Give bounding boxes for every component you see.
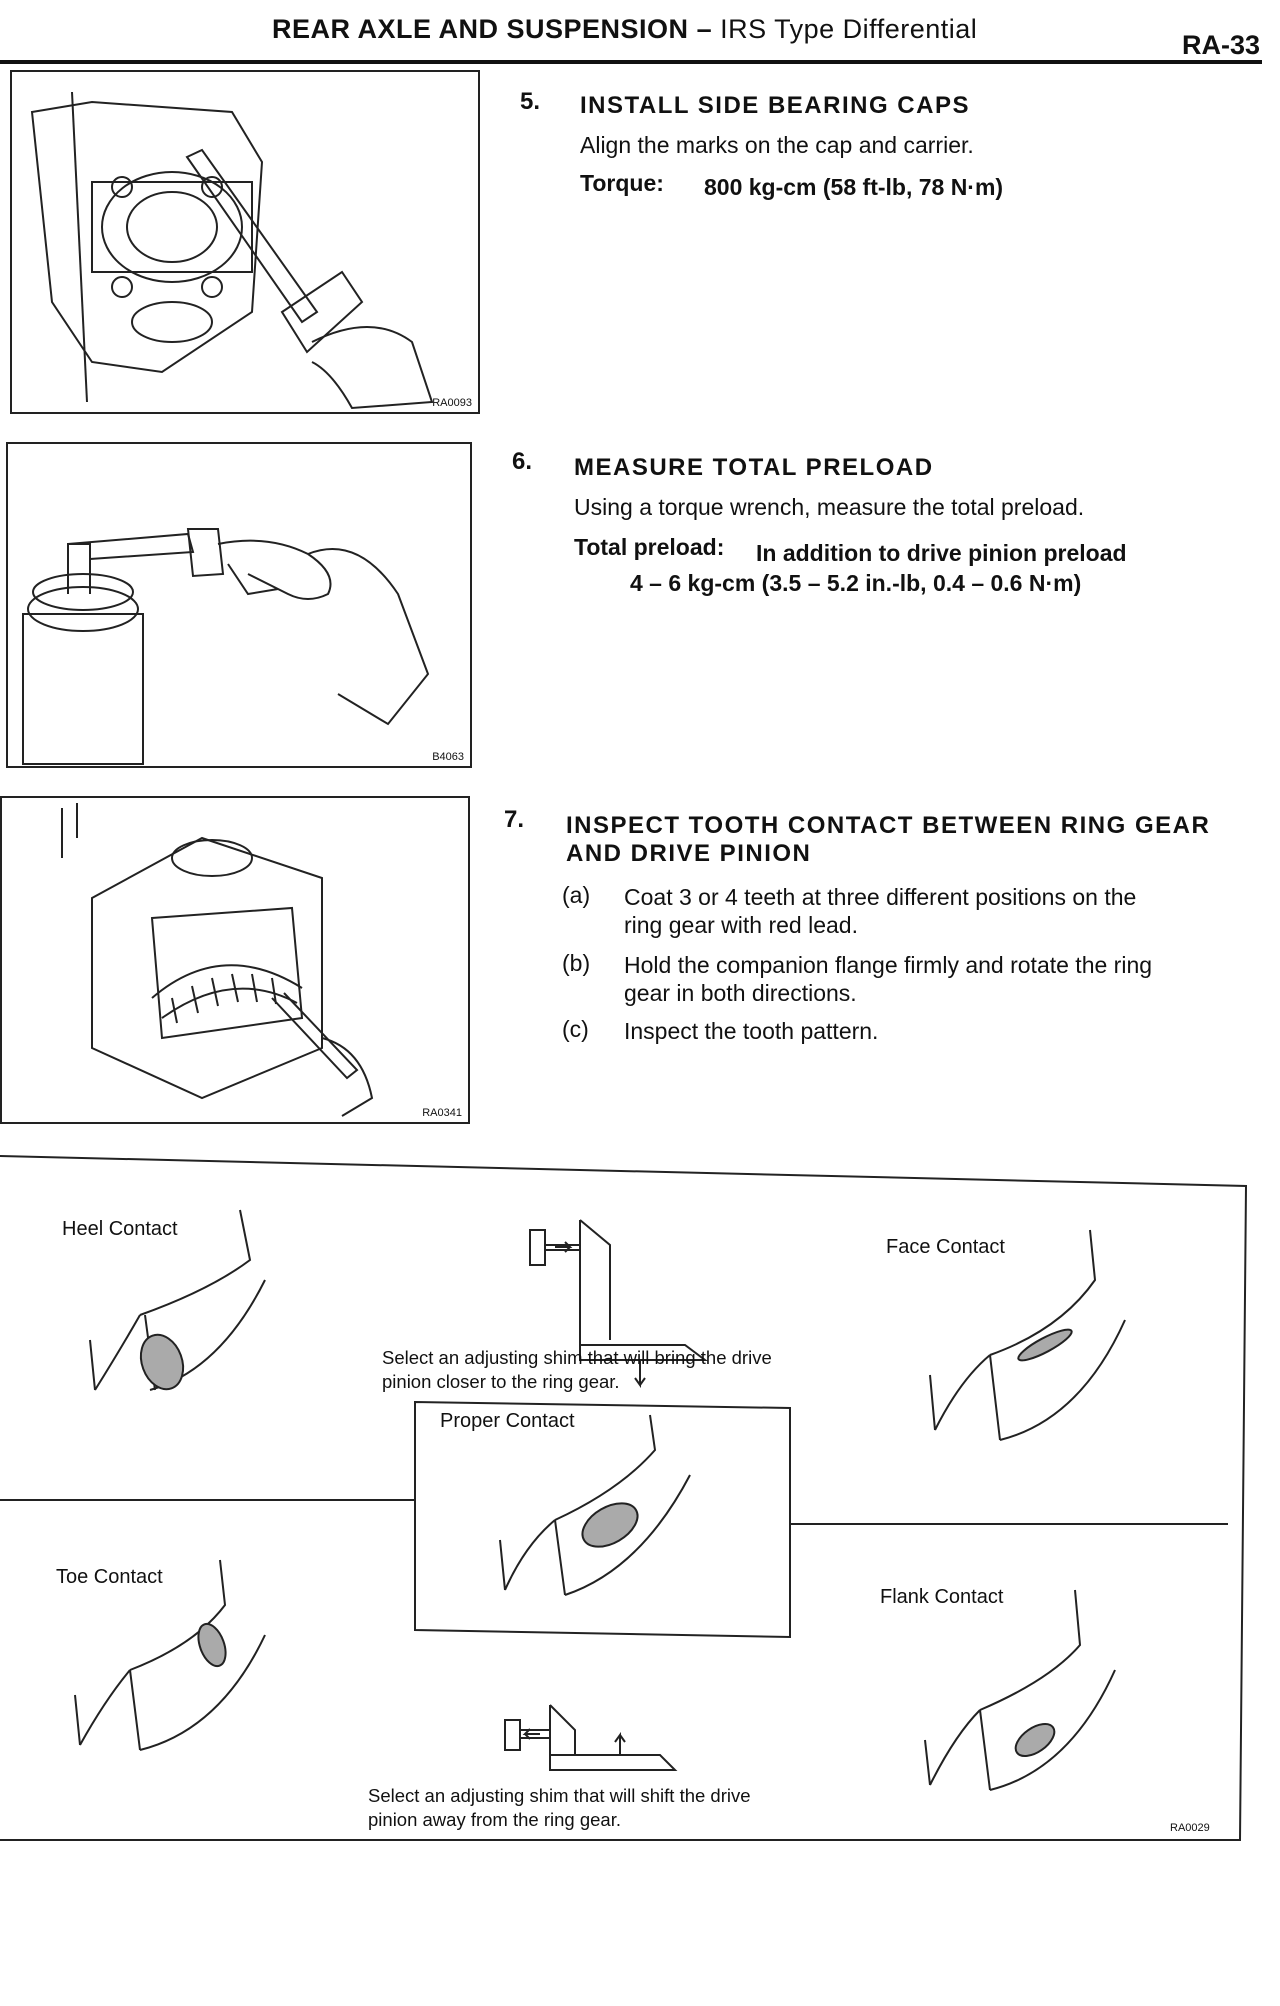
figure-side-bearing-caps <box>10 70 480 414</box>
preload-range: 4 – 6 kg-cm (3.5 – 5.2 in.-lb, 0.4 – 0.6 N·m) <box>630 570 1082 596</box>
preload-value: In addition to drive pinion preload <box>756 540 1127 566</box>
shim-away-text <box>368 1784 751 1832</box>
proper-contact-label: Proper Contact <box>440 1410 575 1432</box>
bearing-cap-illustration <box>12 72 478 412</box>
step-title: INSTALL SIDE BEARING CAPS <box>580 92 970 119</box>
step-number: 6. <box>512 448 533 475</box>
figure-code: RA0341 <box>422 1107 462 1119</box>
step-instruction: Using a torque wrench, measure the total preload. <box>574 494 1085 520</box>
step-title-line2: AND DRIVE PINION <box>566 840 812 867</box>
section-title: REAR AXLE AND SUSPENSION <box>272 14 689 44</box>
shim-closer-line1: Select an adjusting shim that will bring the drive <box>382 1347 772 1368</box>
substep-label: (b) <box>562 950 591 976</box>
step-instruction: Align the marks on the cap and carrier. <box>580 132 974 158</box>
substep-label: (a) <box>562 882 591 908</box>
shim-away-line1: Select an adjusting shim that will shift the drive <box>368 1785 751 1806</box>
substep-text: Hold the companion flange firmly and rotate the ring <box>624 952 1153 978</box>
shim-closer-text <box>382 1346 772 1394</box>
ring-gear-illustration <box>2 798 468 1122</box>
flank-contact-label: Flank Contact <box>880 1586 1004 1608</box>
preload-label: Total preload: <box>574 534 725 560</box>
pinion-away-icon <box>505 1705 675 1770</box>
torque-wrench-illustration <box>8 444 470 766</box>
shim-away-line2: pinion away from the ring gear. <box>368 1809 621 1830</box>
proper-contact-tooth <box>500 1415 690 1595</box>
figure-code: RA0093 <box>432 397 472 409</box>
substep-text: Inspect the tooth pattern. <box>624 1018 879 1044</box>
toe-contact-label: Toe Contact <box>56 1566 163 1588</box>
torque-value: 800 kg-cm (58 ft-lb, 78 N·m) <box>704 174 1004 200</box>
figure-code: RA0029 <box>1170 1822 1210 1834</box>
substep-label: (c) <box>562 1016 589 1042</box>
figure-code: B4063 <box>432 751 464 763</box>
tooth-contact-diagram <box>0 1150 1280 2006</box>
figure-tooth-contact <box>0 796 470 1124</box>
flank-contact-tooth <box>925 1590 1115 1790</box>
heel-contact-label: Heel Contact <box>62 1218 178 1240</box>
substep-text: Coat 3 or 4 teeth at three different positions on the <box>624 884 1137 910</box>
shim-closer-line2: pinion closer to the ring gear. <box>382 1371 620 1392</box>
page-header-title <box>272 14 977 45</box>
title-separator: – <box>696 14 713 44</box>
face-contact-label: Face Contact <box>886 1236 1005 1258</box>
figure-total-preload <box>6 442 472 768</box>
section-subtitle: IRS Type Differential <box>720 14 978 44</box>
face-contact-tooth <box>930 1230 1125 1440</box>
header-rule <box>0 60 1262 64</box>
page-number: RA-33 <box>1182 30 1261 60</box>
substep-text-cont: ring gear with red lead. <box>624 912 858 938</box>
step-number: 7. <box>504 806 525 833</box>
step-number: 5. <box>520 88 541 115</box>
substep-text-cont: gear in both directions. <box>624 980 857 1006</box>
torque-label: Torque: <box>580 170 664 196</box>
step-title-line1: INSPECT TOOTH CONTACT BETWEEN RING GEAR <box>566 812 1211 839</box>
step-title: MEASURE TOTAL PRELOAD <box>574 454 934 481</box>
